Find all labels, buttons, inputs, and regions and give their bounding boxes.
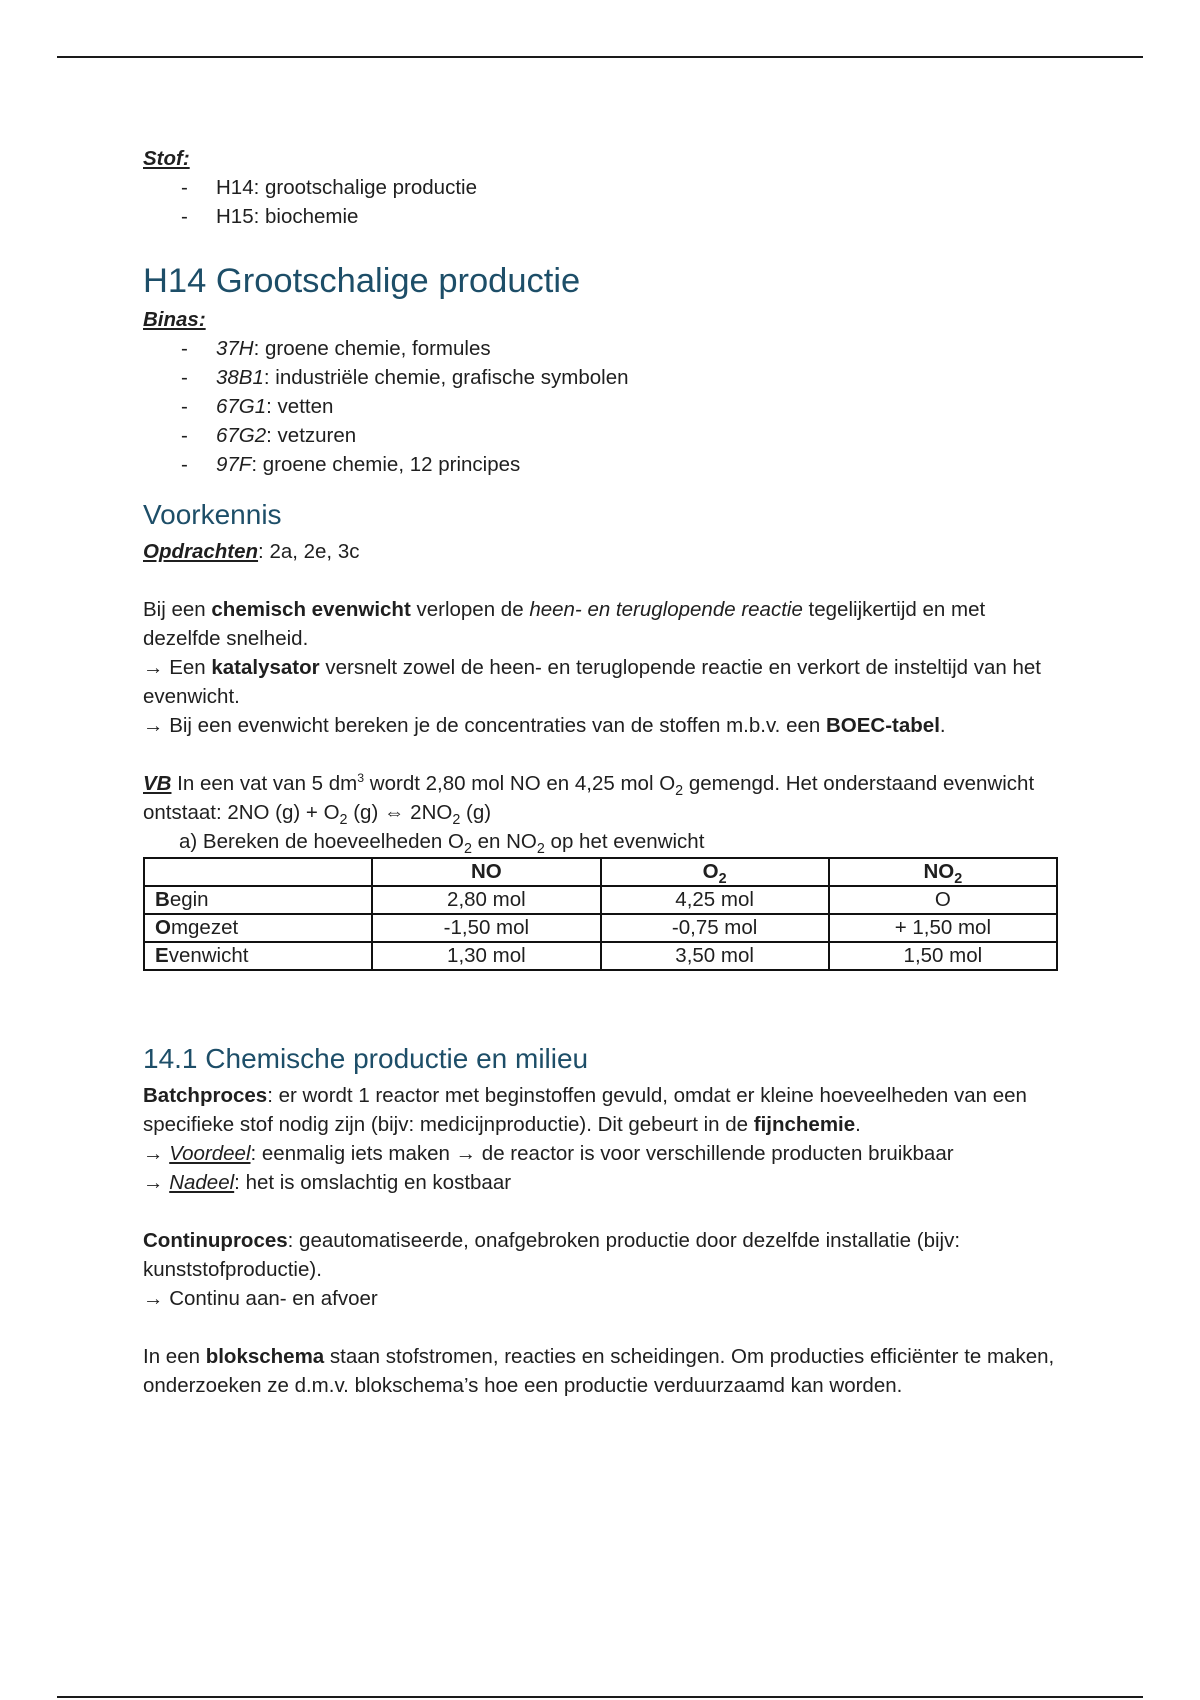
text-run: : geautomatiseerde, onafgebroken productie door dezelfde installatie (bijv: kunststofproductie). [143, 1229, 961, 1281]
row-initial: B [155, 888, 170, 911]
batchproces-paragraph [143, 1081, 1058, 1139]
text-run: → Bij een evenwicht bereken je de concentraties van de stoffen m.b.v. een [143, 714, 826, 737]
header-rule [57, 56, 1143, 58]
binas-code: 67G2 [216, 424, 267, 447]
superscript: 3 [357, 771, 365, 786]
voordeel-line [143, 1139, 1058, 1168]
bold-term: BOEC-tabel [825, 714, 940, 737]
text-run: O [702, 860, 719, 883]
italic-term: heen- en teruglopende reactie [529, 598, 803, 621]
subscript: 2 [452, 812, 461, 829]
table-header-empty [144, 858, 372, 886]
list-item: - H14: grootschalige productie [143, 173, 1058, 202]
bold-term: katalysator [211, 656, 320, 679]
bold-term: Continuproces [143, 1229, 288, 1252]
subscript: 2 [718, 871, 727, 888]
row-label [144, 942, 372, 970]
text-run: : het is omslachtig en kostbaar [234, 1171, 512, 1194]
arrow-icon: → [143, 1142, 170, 1165]
table-cell: 3,50 mol [601, 942, 829, 970]
list-item [143, 450, 1058, 479]
text-run: In een vat van 5 dm [171, 772, 358, 795]
voorkennis-heading: Voorkennis [143, 499, 282, 530]
vb-label: VB [143, 772, 172, 795]
text-run: a) Bereken de hoeveelheden O [179, 830, 464, 853]
opdrachten-label: Opdrachten [143, 540, 259, 563]
text-run: verlopen de [410, 598, 530, 621]
table-cell: 4,25 mol [601, 886, 829, 914]
binas-text: : vetzuren [266, 424, 357, 447]
table-header-row [144, 858, 1057, 886]
text-run: tegelijkertijd en met dezelfde snelheid. [143, 598, 986, 650]
opdrachten-line [143, 537, 1058, 566]
continu-line: → Continu aan- en afvoer [143, 1287, 378, 1310]
binas-text: : groene chemie, 12 principes [251, 453, 521, 476]
subscript: 2 [675, 783, 684, 800]
bold-term: fijnchemie [753, 1113, 856, 1136]
table-row [144, 886, 1057, 914]
stof-section [143, 144, 1058, 231]
question-a [143, 827, 1058, 856]
table-cell: 2,80 mol [372, 886, 600, 914]
list-item: - H15: biochemie [143, 202, 1058, 231]
text-run: : er wordt 1 reactor met beginstoffen gevuld, omdat er kleine hoeveelheden van een specifieke stof nodig zijn (bijv: medicijnproductie). Dit gebeurt in de [143, 1084, 1027, 1136]
text-run: (g) ⇔ 2NO [347, 801, 453, 824]
text-run: : eenmalig iets maken → de reactor is voor verschillende producten bruikbaar [250, 1142, 954, 1165]
blokschema-paragraph [143, 1342, 1058, 1400]
row-initial: O [155, 916, 171, 939]
table-cell: -1,50 mol [372, 914, 600, 942]
row-initial: E [155, 944, 169, 967]
list-item [143, 421, 1058, 450]
binas-code: 37H [216, 337, 254, 360]
text-run: . [855, 1113, 861, 1136]
text-run: venwicht [168, 944, 249, 967]
table-row [144, 914, 1057, 942]
text-run: versnelt zowel de heen- en teruglopende reactie en verkort de insteltijd van het evenwicht. [143, 656, 1041, 708]
subscript: 2 [463, 841, 472, 858]
row-label [144, 886, 372, 914]
evenwicht-paragraph [143, 595, 1058, 653]
text-run: In een [143, 1345, 206, 1368]
table-cell: 1,50 mol [829, 942, 1057, 970]
arrow-icon: → [143, 1171, 170, 1194]
table-cell: 1,30 mol [372, 942, 600, 970]
subscript: 2 [536, 841, 545, 858]
list-item [143, 334, 1058, 363]
binas-code: 97F [216, 453, 252, 476]
stof-label: Stof: [143, 147, 190, 170]
text-run: NO [923, 860, 955, 883]
katalysator-paragraph [143, 653, 1058, 711]
text-run: op het evenwicht [544, 830, 705, 853]
text-run: (g) [460, 801, 492, 824]
boec-paragraph [143, 711, 1058, 740]
subscript: 2 [339, 812, 348, 829]
text-run: egin [169, 888, 209, 911]
voordeel-label: Voordeel [169, 1142, 251, 1165]
subscript: 2 [954, 871, 963, 888]
text-run: gemengd. Het onderstaand evenwicht ontstaat: 2NO (g) + O [143, 772, 1035, 824]
text-run: en NO [471, 830, 537, 853]
bold-term: Batchproces [143, 1084, 268, 1107]
table-header-o2 [601, 858, 829, 886]
table-cell: + 1,50 mol [829, 914, 1057, 942]
text-run: mgezet [170, 916, 239, 939]
text-run: staan stofstromen, reacties en scheidingen. Om producties efficiënter te maken, onderzoeken ze d.m.v. blokschema’s hoe een productie verduurzaamd kan worden. [143, 1345, 1055, 1397]
table-cell: -0,75 mol [601, 914, 829, 942]
example-paragraph [143, 769, 1058, 827]
list-item [143, 392, 1058, 421]
opdrachten-value: : 2a, 2e, 3c [258, 540, 360, 563]
bold-term: blokschema [205, 1345, 325, 1368]
footer-rule [57, 1696, 1143, 1698]
bold-term: chemisch evenwicht [211, 598, 411, 621]
text-run: . [939, 714, 946, 737]
text-run: Bij een [143, 598, 212, 621]
row-label [144, 914, 372, 942]
binas-text: : industriële chemie, grafische symbolen [263, 366, 629, 389]
table-header-no2 [829, 858, 1057, 886]
table-header-no: NO [372, 858, 600, 886]
binas-text: : vetten [266, 395, 334, 418]
stof-list [143, 173, 1058, 231]
table-cell: O [829, 886, 1057, 914]
text-run: → Een [143, 656, 212, 679]
text-run: wordt 2,80 mol NO en 4,25 mol O [364, 772, 676, 795]
continuproces-paragraph [143, 1226, 1058, 1284]
table-row [144, 942, 1057, 970]
binas-label: Binas: [143, 308, 206, 331]
section-heading-14-1: 14.1 Chemische productie en milieu [143, 1043, 589, 1074]
binas-code: 67G1 [216, 395, 267, 418]
list-item [143, 363, 1058, 392]
boec-table [143, 857, 1058, 971]
nadeel-line [143, 1168, 1058, 1197]
document-body [143, 144, 1058, 1400]
page-title: H14 Grootschalige productie [143, 262, 581, 300]
binas-text: : groene chemie, formules [253, 337, 491, 360]
binas-list [143, 334, 1058, 479]
binas-code: 38B1 [216, 366, 264, 389]
nadeel-label: Nadeel [169, 1171, 235, 1194]
